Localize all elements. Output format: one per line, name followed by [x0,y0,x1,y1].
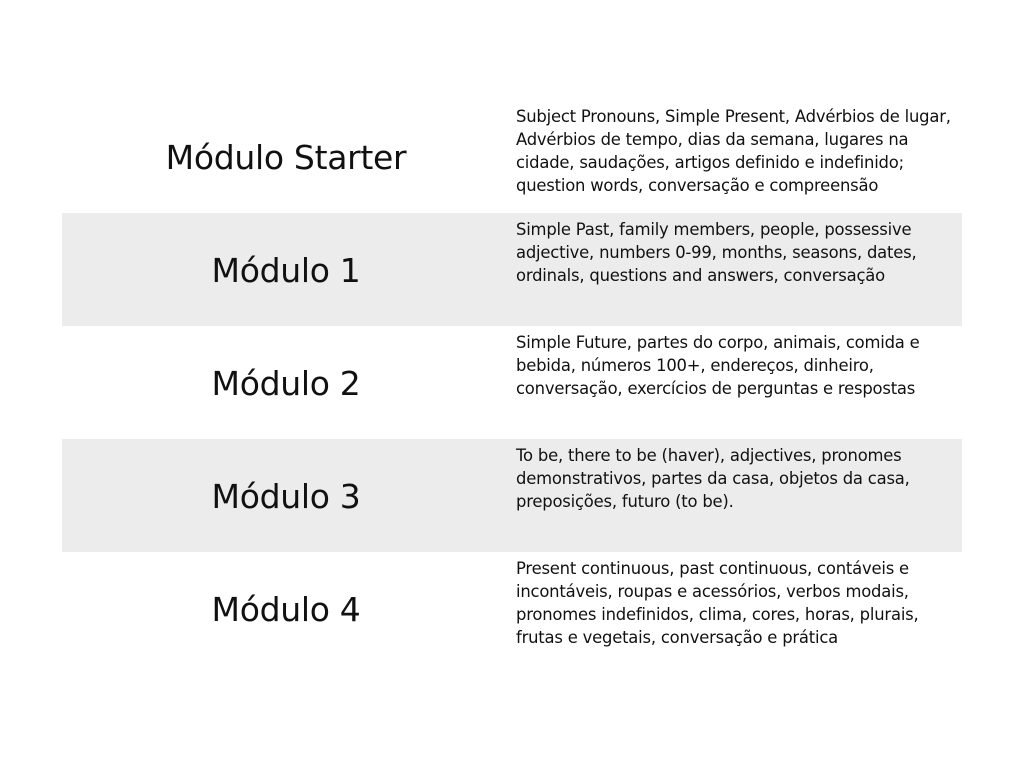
module-row-2 [62,326,962,439]
module-name: Módulo 3 [211,477,361,516]
module-table [62,100,962,665]
module-name: Módulo Starter [165,138,407,177]
module-name: Módulo 1 [211,251,361,290]
module-row-4 [62,552,962,665]
module-topics: Subject Pronouns, Simple Present, Advérbios de lugar, Advérbios de tempo, dias da semana, lugares na cidade, saudações, artigos definido e indefinido; question words, conversação e compreensão [516,107,951,195]
module-topics: To be, there to be (haver), adjectives, pronomes demonstrativos, partes da casa, objetos da casa, preposições, futuro (to be). [516,446,910,511]
module-name: Módulo 4 [211,590,361,629]
module-row-starter [62,100,962,213]
module-topics: Present continuous, past continuous, contáveis e incontáveis, roupas e acessórios, verbos modais, pronomes indefinidos, clima, cores, horas, plurais, frutas e vegetais, conversação e prática [516,559,919,647]
module-topics: Simple Past, family members, people, possessive adjective, numbers 0-99, months, seasons, dates, ordinals, questions and answers, conversação [516,220,917,285]
module-row-1 [62,213,962,326]
module-topics: Simple Future, partes do corpo, animais, comida e bebida, números 100+, endereços, dinheiro, conversação, exercícios de perguntas e respostas [516,333,920,398]
module-name: Módulo 2 [211,364,361,403]
module-row-3 [62,439,962,552]
